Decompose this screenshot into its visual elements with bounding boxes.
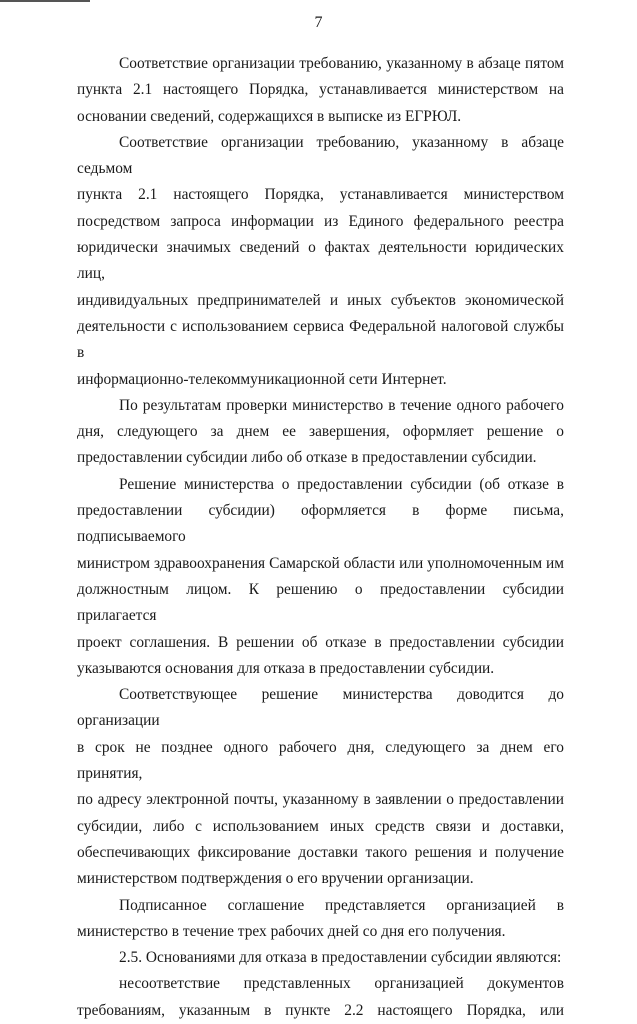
paragraph-8-line-2: требованиям, указанным в пункте 2.2 настоящего Порядка, или (77, 1001, 564, 1019)
page-number: 7 (314, 14, 323, 31)
paragraph-2-line-1: Соответствие организации требованию, указанному в абзаце седьмом (77, 133, 564, 178)
paragraph-2-line-4: юридически значимых сведений о фактах деятельности юридических лиц, (77, 239, 564, 283)
paragraph-4-line-1: Решение министерства о предоставлении субсидии (об отказе в (119, 475, 564, 493)
paragraph-1-line-1: Соответствие организации требованию, указанному в абзаце пятом (119, 55, 564, 72)
paragraph-5-line-4: субсидии, либо с использованием иных средств связи и доставки, (77, 817, 564, 835)
paragraph-3-line-1: По результатам проверки министерство в течение одного рабочего (119, 396, 564, 414)
paragraph-5-line-6: министерством подтверждения о его вручении организации. (77, 870, 474, 888)
paragraph-2-line-5: индивидуальных предпринимателей и иных субъектов экономической (77, 291, 564, 309)
paragraph-4-line-5: проект соглашения. В решении об отказе в предоставлении субсидии (77, 633, 564, 651)
paragraph-4-line-4: должностным лицом. К решению о предоставлении субсидии прилагается (77, 580, 564, 625)
paragraph-1-line-2: пункта 2.1 настоящего Порядка, устанавливается министерством на (77, 81, 564, 99)
document-body (77, 51, 564, 1024)
paragraph-2-line-2: пункта 2.1 настоящего Порядка, устанавливается министерством (77, 186, 564, 204)
paragraph-4-line-2: предоставлении субсидии) оформляется в форме письма, подписываемого (77, 502, 564, 546)
paragraph-5-line-2: в срок не позднее одного рабочего дня, следующего за днем его принятия, (77, 738, 564, 783)
paragraph-2-line-7: информационно-телекоммуникационной сети Интернет. (77, 370, 447, 388)
paragraph-7-line-1: 2.5. Основаниями для отказа в предоставлении субсидии являются: (119, 949, 562, 967)
paragraph-4-line-3: министром здравоохранения Самарской области или уполномоченным им (77, 554, 564, 572)
paragraph-8-line-1: несоответствие представленных организацией документов (119, 975, 564, 993)
paragraph-6-line-2: министерство в течение трех рабочих дней со дня его получения. (77, 922, 506, 940)
scan-edge-mark (0, 0, 90, 2)
paragraph-4-line-6: указываются основания для отказа в предоставлении субсидии. (77, 659, 495, 677)
paragraph-2-line-6: деятельности с использованием сервиса Федеральной налоговой службы в (77, 317, 564, 362)
paragraph-3-line-2: дня, следующего за днем ее завершения, оформляет решение о (77, 423, 564, 441)
paragraph-2-line-3: посредством запроса информации из Единого федерального реестра (77, 212, 564, 230)
paragraph-5-line-5: обеспечивающих фиксирование доставки такого решения и получение (77, 843, 564, 861)
paragraph-3-line-3: предоставлении субсидии либо об отказе в предоставлении субсидии. (77, 449, 537, 467)
paragraph-6-line-1: Подписанное соглашение представляется организацией в (119, 896, 564, 914)
paragraph-5-line-1: Соответствующее решение министерства доводится до организации (77, 686, 564, 730)
paragraph-1-line-3: основании сведений, содержащихся в выписке из ЕГРЮЛ. (77, 107, 462, 125)
paragraph-5-line-3: по адресу электронной почты, указанному в заявлении о предоставлении (77, 791, 564, 809)
